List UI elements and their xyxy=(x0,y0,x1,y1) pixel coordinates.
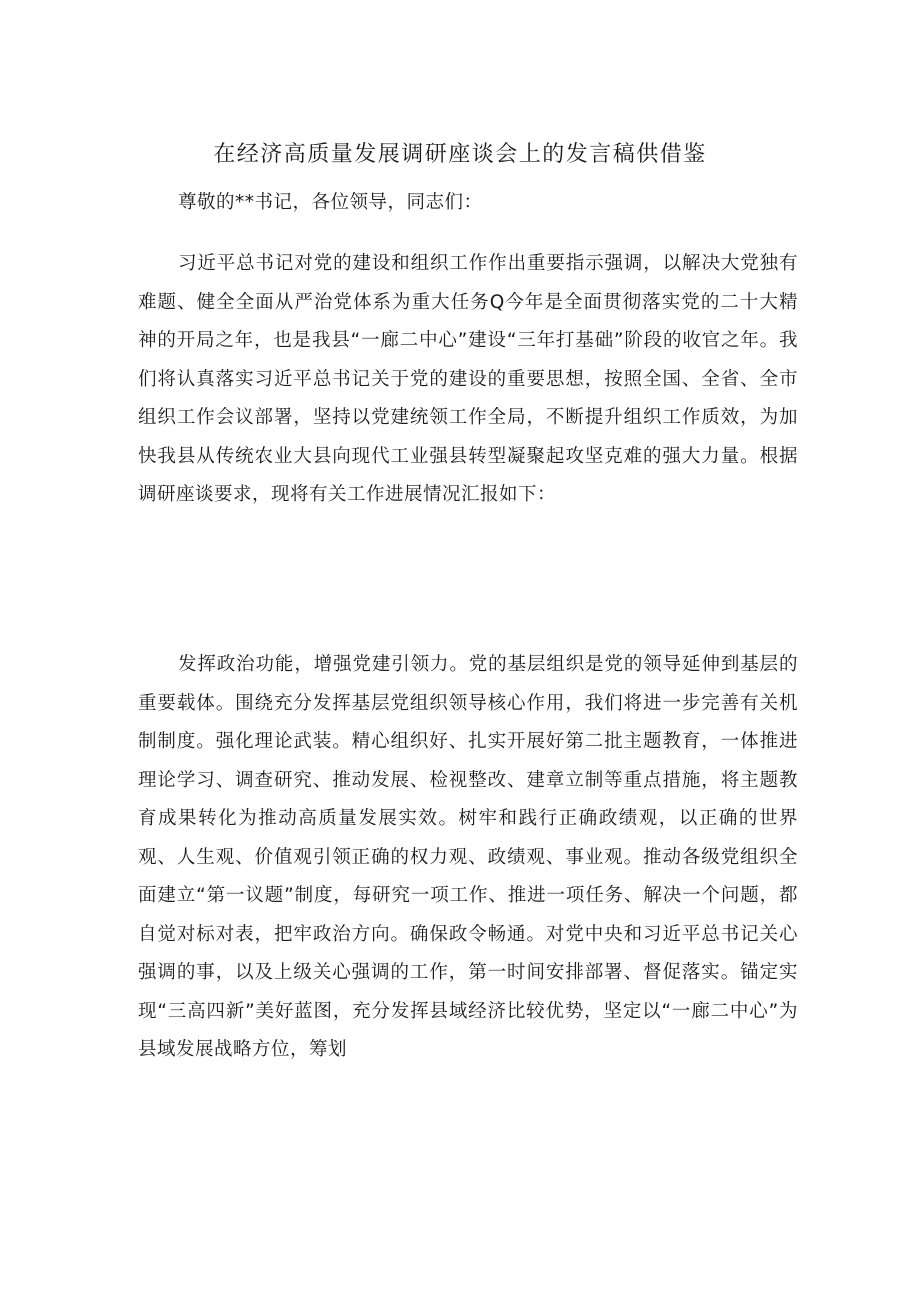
paragraph-political-function: 发挥政治功能，增强党建引领力。党的基层组织是党的领导延伸到基层的重要载体。围绕充分发挥基层党组织领导核心作用，我们将进一步完善有关机制制度。强化理论武装。精心组织好、扎实开展好第二批主题教育，一体推进理论学习、调查研究、推动发展、检视整改、建章立制等重点措施，将主题教育成果转化为推动高质量发展实效。树牢和践行正确政绩观，以正确的世界观、人生观、价值观引领正确的权力观、政绩观、事业观。推动各级党组织全面建立“第一议题”制度，每研究一项工作、推进一项任务、解决一个问题，都自觉对标对表，把牢政治方向。确保政令畅通。对党中央和习近平总书记关心强调的事，以及上级关心强调的工作，第一时间安排部署、督促落实。锚定实现“三高四新”美好蓝图，充分发挥县域经济比较优势，坚定以“一廊二中心”为县域发展战略方位，筹划 xyxy=(138,654,798,1060)
salutation: 尊敬的**书记，各位领导，同志们： xyxy=(178,192,483,213)
paragraph-intro: 习近平总书记对党的建设和组织工作作出重要指示强调，以解决大党独有难题、健全全面从严治党体系为重大任务Q今年是全面贯彻落实党的二十大精神的开局之年，也是我县“一廊二中心”建设“三年打基础”阶段的收官之年。我们将认真落实习近平总书记关于党的建设的重要思想，按照全国、全省、全市组织工作会议部署，坚持以党建统领工作全局，不断提升组织工作质效，为加快我县从传统农业大县向现代工业强县转型凝聚起攻坚克难的强大力量。根据调研座谈要求，现将有关工作进展情况汇报如下： xyxy=(138,253,798,505)
document-title: 在经济高质量发展调研座谈会上的发言稿供借鉴 xyxy=(213,142,707,167)
